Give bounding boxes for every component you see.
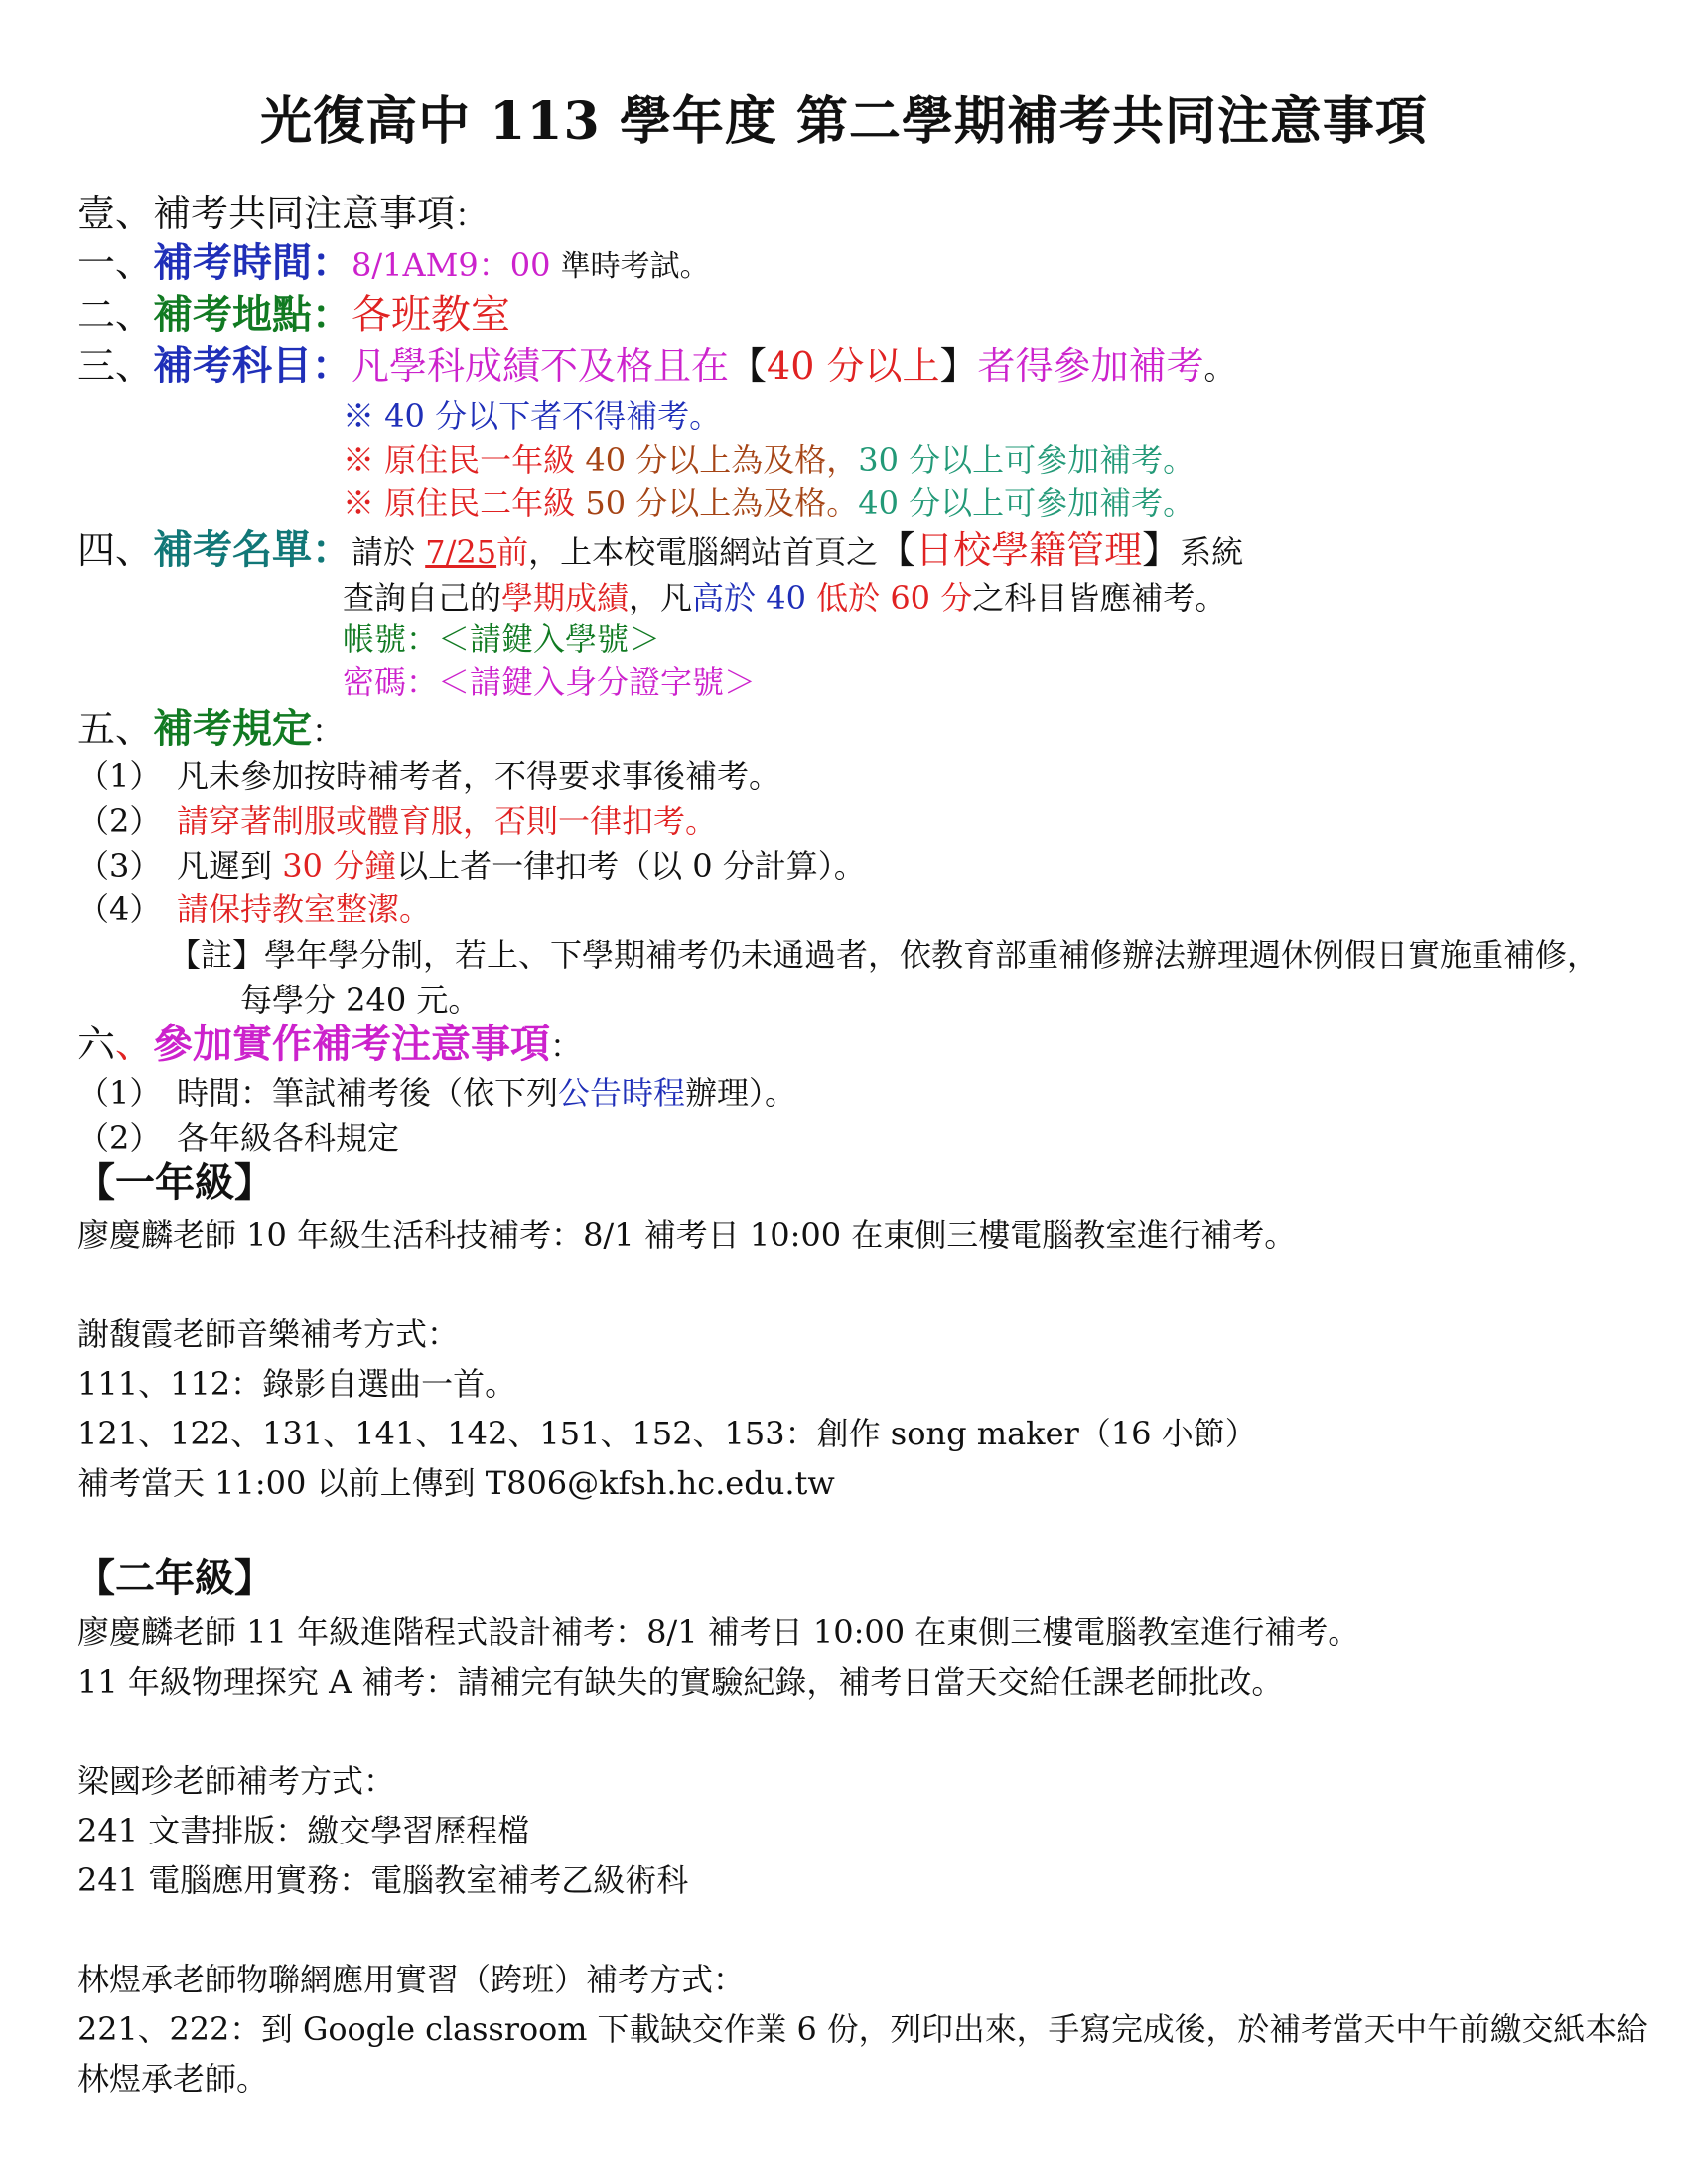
rule-2: （2） 請穿著制服或體育服，否則一律扣考。 [77,802,718,840]
exam-time-line: 一、補考時間：8/1AM9：00 準時考試。 [77,239,710,286]
exam-list-line: 四、補考名單：請於 7/25前，上本校電腦網站首頁之【日校學籍管理】系統 [77,526,1244,573]
exam-subjects-line: 三、補考科目：凡學科成績不及格且在【40 分以上】者得參加補考。 [77,342,1236,389]
practical-sub-2: （2） 各年級各科規定 [77,1119,400,1157]
grade-1-line: 謝馥霞老師音樂補考方式： [77,1315,460,1353]
subjects-note-3: ※ 原住民二年級 50 分以上為及格。40 分以上可參加補考。 [343,484,1196,522]
grade-2-line: 林煜承老師。 [77,2060,269,2098]
grade-2-line: 林煜承老師物聯網應用實習（跨班）補考方式： [77,1961,746,1998]
grade-2-line: 廖慶麟老師 11 年級進階程式設計補考：8/1 補考日 10:00 在東側三樓電腦教室進行補考。 [77,1613,1360,1651]
grade-1-line: 廖慶麟老師 10 年級生活科技補考：8/1 補考日 10:00 在東側三樓電腦教室進行補考。 [77,1216,1297,1254]
score-threshold: 40 分以上 [767,344,940,388]
grade-1-line: 補考當天 11:00 以前上傳到 T806@kfsh.hc.edu.tw [77,1464,835,1502]
grade-2-heading: 【二年級】 [75,1555,274,1601]
exam-rules-label: 補考規定 [153,705,313,751]
schedule-link-text: 公告時程 [558,1074,686,1112]
subjects-note-1: ※ 40 分以下者不得補考。 [343,397,722,435]
exam-time-value: 8/1AM9：00 [352,246,551,284]
deadline-date: 7/25 [425,533,497,571]
exam-subjects-label: 補考科目 [153,342,313,389]
rule-1: （1） 凡未參加按時補考者，不得要求事後補考。 [77,757,781,795]
grade-2-line: 221、222：到 Google classroom 下載缺交作業 6 份，列印出來，手寫完成後，於補考當天中午前繳交紙本給 [77,2010,1648,2048]
grade-2-line: 241 電腦應用實務：電腦教室補考乙級術科 [77,1861,689,1899]
exam-location-line: 二、補考地點：各班教室 [77,291,511,338]
practical-exam-heading: 六、參加實作補考注意事項： [77,1021,583,1067]
credit-note-line-2: 每學分 240 元。 [240,981,481,1019]
system-name: 日校學籍管理 [915,528,1143,572]
credit-note-line-1: 【註】學年學分制，若上、下學期補考仍未通過者，依教育部重補修辦法辦理週休例假日實施重補修， [169,936,1600,974]
exam-location-label: 補考地點 [153,291,313,338]
subjects-note-2: ※ 原住民一年級 40 分以上為及格，30 分以上可參加補考。 [343,441,1196,478]
grade-1-line: 121、122、131、141、142、151、152、153：創作 song maker（16 小節） [77,1415,1257,1452]
grade-2-line: 11 年級物理探究 A 補考：請補完有缺失的實驗紀錄，補考日當天交給任課老師批改。 [77,1663,1284,1701]
grade-2-line: 梁國珍老師補考方式： [77,1762,396,1800]
grade-1-heading: 【一年級】 [75,1160,274,1206]
rule-3: （3） 凡遲到 30 分鐘以上者一律扣考（以 0 分計算）。 [77,847,866,885]
section-1-heading: 壹、補考共同注意事項： [77,192,488,235]
grade-1-line: 111、112：錄影自選曲一首。 [77,1365,517,1403]
practical-exam-label: 參加實作補考 [153,1021,392,1067]
rule-4: （4） 請保持教室整潔。 [77,890,432,928]
account-hint: 帳號：＜請鍵入學號＞ [343,620,661,658]
password-hint: 密碼：＜請鍵入身分證字號＞ [343,663,757,701]
grade-2-line: 241 文書排版：繳交學習歷程檔 [77,1812,530,1849]
practical-sub-1: （1） 時間：筆試補考後（依下列公告時程辦理）。 [77,1074,797,1112]
exam-location-value: 各班教室 [352,292,511,338]
exam-time-label: 補考時間 [153,239,313,286]
document-title: 光復高中 113 學年度 第二學期補考共同注意事項 [260,91,1428,152]
exam-list-label: 補考名單 [153,526,313,573]
exam-list-line-2: 查詢自己的學期成績，凡高於 40 低於 60 分之科目皆應補考。 [343,579,1227,616]
exam-rules-heading: 五、補考規定： [77,705,345,751]
